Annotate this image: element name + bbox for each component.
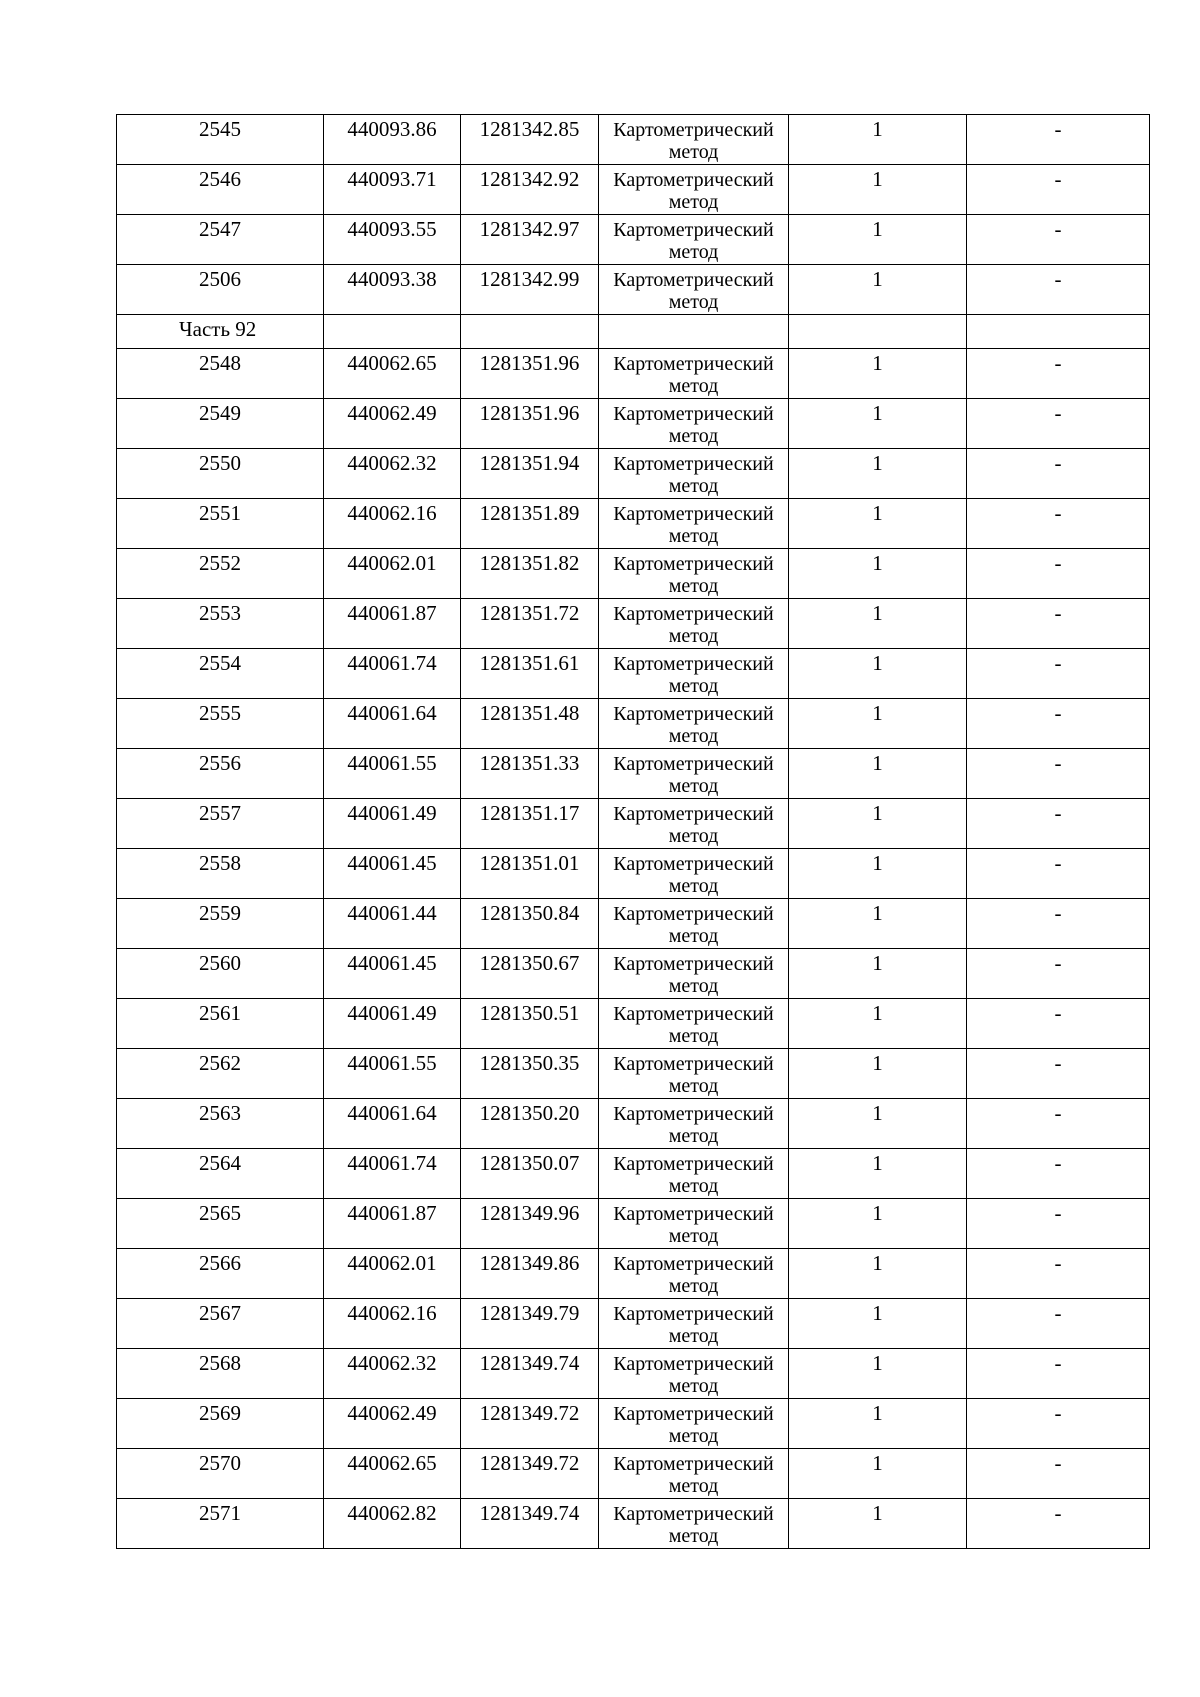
x-coordinate-cell: 440061.44 — [324, 899, 461, 949]
method-line-2: метод — [668, 975, 719, 997]
empty-cell — [967, 315, 1150, 349]
table-row — [117, 1099, 1150, 1149]
point-number-cell: 2569 — [117, 1399, 324, 1449]
method-line-2: метод — [668, 1025, 719, 1047]
note-cell: - — [967, 649, 1150, 699]
point-number-cell: 2559 — [117, 899, 324, 949]
method-line-2: метод — [668, 575, 719, 597]
method-line-1: Картометрический — [613, 753, 774, 775]
method-line-1: Картометрический — [613, 603, 774, 625]
point-number-cell: 2547 — [117, 215, 324, 265]
method-line-1: Картометрический — [613, 269, 774, 291]
method-line-1: Картометрический — [613, 453, 774, 475]
note-cell: - — [967, 849, 1150, 899]
method-line-2: метод — [668, 1275, 719, 1297]
method-line-2: метод — [668, 1175, 719, 1197]
x-coordinate-cell: 440093.71 — [324, 165, 461, 215]
method-line-2: метод — [668, 241, 719, 263]
y-coordinate-cell: 1281342.85 — [461, 115, 599, 165]
note-cell: - — [967, 1499, 1150, 1549]
note-cell: - — [967, 215, 1150, 265]
method-line-2: метод — [668, 525, 719, 547]
note-cell: - — [967, 749, 1150, 799]
y-coordinate-cell: 1281351.61 — [461, 649, 599, 699]
table-row — [117, 1349, 1150, 1399]
method-cell — [599, 1049, 789, 1099]
method-line-1: Картометрический — [613, 1103, 774, 1125]
y-coordinate-cell: 1281351.96 — [461, 349, 599, 399]
y-coordinate-cell: 1281350.07 — [461, 1149, 599, 1199]
method-line-1: Картометрический — [613, 1003, 774, 1025]
note-cell: - — [967, 899, 1150, 949]
table-row — [117, 265, 1150, 315]
note-cell: - — [967, 1349, 1150, 1399]
table-row — [117, 349, 1150, 399]
method-line-2: метод — [668, 1325, 719, 1347]
table-row — [117, 549, 1150, 599]
accuracy-cell: 1 — [789, 999, 967, 1049]
accuracy-cell: 1 — [789, 399, 967, 449]
y-coordinate-cell: 1281351.33 — [461, 749, 599, 799]
accuracy-cell: 1 — [789, 349, 967, 399]
method-cell — [599, 799, 789, 849]
y-coordinate-cell: 1281351.48 — [461, 699, 599, 749]
method-cell — [599, 849, 789, 899]
method-line-1: Картометрический — [613, 1253, 774, 1275]
method-cell — [599, 549, 789, 599]
method-line-1: Картометрический — [613, 903, 774, 925]
x-coordinate-cell: 440061.49 — [324, 799, 461, 849]
x-coordinate-cell: 440062.01 — [324, 549, 461, 599]
method-cell — [599, 649, 789, 699]
x-coordinate-cell: 440061.45 — [324, 949, 461, 999]
x-coordinate-cell: 440062.65 — [324, 349, 461, 399]
table-row — [117, 1199, 1150, 1249]
method-line-1: Картометрический — [613, 953, 774, 975]
method-cell — [599, 1199, 789, 1249]
table-row — [117, 749, 1150, 799]
table-row — [117, 799, 1150, 849]
empty-cell — [461, 315, 599, 349]
method-cell — [599, 349, 789, 399]
note-cell: - — [967, 599, 1150, 649]
table-row — [117, 599, 1150, 649]
method-line-1: Картометрический — [613, 703, 774, 725]
method-line-2: метод — [668, 1425, 719, 1447]
method-cell — [599, 1449, 789, 1499]
accuracy-cell: 1 — [789, 849, 967, 899]
table-row — [117, 999, 1150, 1049]
point-number-cell: 2562 — [117, 1049, 324, 1099]
method-line-2: метод — [668, 1075, 719, 1097]
method-line-2: метод — [668, 725, 719, 747]
point-number-cell: 2546 — [117, 165, 324, 215]
method-cell — [599, 1349, 789, 1399]
x-coordinate-cell: 440062.01 — [324, 1249, 461, 1299]
table-row — [117, 115, 1150, 165]
table-row — [117, 215, 1150, 265]
part-header-row — [117, 315, 1150, 349]
x-coordinate-cell: 440062.82 — [324, 1499, 461, 1549]
accuracy-cell: 1 — [789, 165, 967, 215]
method-cell — [599, 449, 789, 499]
method-cell — [599, 999, 789, 1049]
point-number-cell: 2566 — [117, 1249, 324, 1299]
method-cell — [599, 1399, 789, 1449]
method-cell — [599, 949, 789, 999]
note-cell: - — [967, 165, 1150, 215]
accuracy-cell: 1 — [789, 265, 967, 315]
note-cell: - — [967, 1149, 1150, 1199]
point-number-cell: 2571 — [117, 1499, 324, 1549]
method-line-2: метод — [668, 875, 719, 897]
table-row — [117, 949, 1150, 999]
x-coordinate-cell: 440061.45 — [324, 849, 461, 899]
x-coordinate-cell: 440061.55 — [324, 749, 461, 799]
table-row — [117, 1249, 1150, 1299]
accuracy-cell: 1 — [789, 699, 967, 749]
method-line-2: метод — [668, 1125, 719, 1147]
note-cell: - — [967, 265, 1150, 315]
method-line-1: Картометрический — [613, 1353, 774, 1375]
method-line-2: метод — [668, 625, 719, 647]
point-number-cell: 2557 — [117, 799, 324, 849]
x-coordinate-cell: 440062.49 — [324, 399, 461, 449]
note-cell: - — [967, 1249, 1150, 1299]
method-line-2: метод — [668, 1475, 719, 1497]
method-line-2: метод — [668, 1525, 719, 1547]
method-cell — [599, 1299, 789, 1349]
x-coordinate-cell: 440061.49 — [324, 999, 461, 1049]
accuracy-cell: 1 — [789, 899, 967, 949]
point-number-cell: 2561 — [117, 999, 324, 1049]
y-coordinate-cell: 1281351.94 — [461, 449, 599, 499]
note-cell: - — [967, 1099, 1150, 1149]
note-cell: - — [967, 549, 1150, 599]
point-number-cell: 2567 — [117, 1299, 324, 1349]
method-line-1: Картометрический — [613, 403, 774, 425]
x-coordinate-cell: 440062.49 — [324, 1399, 461, 1449]
accuracy-cell: 1 — [789, 449, 967, 499]
coordinates-table — [116, 114, 1150, 1549]
method-line-2: метод — [668, 191, 719, 213]
x-coordinate-cell: 440093.86 — [324, 115, 461, 165]
method-line-1: Картометрический — [613, 353, 774, 375]
point-number-cell: 2506 — [117, 265, 324, 315]
method-line-1: Картометрический — [613, 1403, 774, 1425]
empty-cell — [789, 315, 967, 349]
method-line-1: Картометрический — [613, 1053, 774, 1075]
part-label: Часть 92 — [117, 315, 324, 349]
method-line-1: Картометрический — [613, 553, 774, 575]
y-coordinate-cell: 1281349.72 — [461, 1449, 599, 1499]
point-number-cell: 2556 — [117, 749, 324, 799]
method-line-2: метод — [668, 775, 719, 797]
accuracy-cell: 1 — [789, 1449, 967, 1499]
method-cell — [599, 165, 789, 215]
accuracy-cell: 1 — [789, 749, 967, 799]
accuracy-cell: 1 — [789, 799, 967, 849]
method-line-1: Картометрический — [613, 653, 774, 675]
method-cell — [599, 265, 789, 315]
point-number-cell: 2558 — [117, 849, 324, 899]
y-coordinate-cell: 1281351.01 — [461, 849, 599, 899]
x-coordinate-cell: 440093.38 — [324, 265, 461, 315]
accuracy-cell: 1 — [789, 1299, 967, 1349]
method-cell — [599, 699, 789, 749]
method-line-2: метод — [668, 1375, 719, 1397]
table-row — [117, 899, 1150, 949]
accuracy-cell: 1 — [789, 1499, 967, 1549]
accuracy-cell: 1 — [789, 499, 967, 549]
method-line-2: метод — [668, 475, 719, 497]
table-row — [117, 1049, 1150, 1099]
note-cell: - — [967, 1049, 1150, 1099]
point-number-cell: 2564 — [117, 1149, 324, 1199]
note-cell: - — [967, 999, 1150, 1049]
x-coordinate-cell: 440093.55 — [324, 215, 461, 265]
table-row — [117, 849, 1150, 899]
method-line-1: Картометрический — [613, 1153, 774, 1175]
accuracy-cell: 1 — [789, 1349, 967, 1399]
point-number-cell: 2570 — [117, 1449, 324, 1499]
method-line-2: метод — [668, 425, 719, 447]
point-number-cell: 2554 — [117, 649, 324, 699]
table-row — [117, 499, 1150, 549]
method-cell — [599, 599, 789, 649]
y-coordinate-cell: 1281349.72 — [461, 1399, 599, 1449]
method-line-1: Картометрический — [613, 853, 774, 875]
x-coordinate-cell: 440062.32 — [324, 1349, 461, 1399]
method-cell — [599, 115, 789, 165]
method-line-1: Картометрический — [613, 1203, 774, 1225]
method-cell — [599, 399, 789, 449]
note-cell: - — [967, 399, 1150, 449]
x-coordinate-cell: 440062.16 — [324, 499, 461, 549]
empty-cell — [324, 315, 461, 349]
x-coordinate-cell: 440061.87 — [324, 1199, 461, 1249]
y-coordinate-cell: 1281349.86 — [461, 1249, 599, 1299]
x-coordinate-cell: 440061.87 — [324, 599, 461, 649]
method-cell — [599, 1149, 789, 1199]
y-coordinate-cell: 1281351.72 — [461, 599, 599, 649]
note-cell: - — [967, 349, 1150, 399]
note-cell: - — [967, 699, 1150, 749]
method-line-1: Картометрический — [613, 219, 774, 241]
y-coordinate-cell: 1281342.97 — [461, 215, 599, 265]
point-number-cell: 2553 — [117, 599, 324, 649]
accuracy-cell: 1 — [789, 649, 967, 699]
y-coordinate-cell: 1281349.74 — [461, 1349, 599, 1399]
method-line-2: метод — [668, 675, 719, 697]
note-cell: - — [967, 1199, 1150, 1249]
point-number-cell: 2549 — [117, 399, 324, 449]
method-cell — [599, 749, 789, 799]
x-coordinate-cell: 440062.32 — [324, 449, 461, 499]
table-row — [117, 1149, 1150, 1199]
table-row — [117, 165, 1150, 215]
accuracy-cell: 1 — [789, 549, 967, 599]
note-cell: - — [967, 1449, 1150, 1499]
method-line-2: метод — [668, 375, 719, 397]
accuracy-cell: 1 — [789, 599, 967, 649]
point-number-cell: 2560 — [117, 949, 324, 999]
y-coordinate-cell: 1281350.67 — [461, 949, 599, 999]
method-line-2: метод — [668, 925, 719, 947]
point-number-cell: 2552 — [117, 549, 324, 599]
x-coordinate-cell: 440061.64 — [324, 699, 461, 749]
accuracy-cell: 1 — [789, 1399, 967, 1449]
note-cell: - — [967, 449, 1150, 499]
y-coordinate-cell: 1281350.35 — [461, 1049, 599, 1099]
accuracy-cell: 1 — [789, 1049, 967, 1099]
method-line-1: Картометрический — [613, 169, 774, 191]
y-coordinate-cell: 1281351.96 — [461, 399, 599, 449]
table-row — [117, 449, 1150, 499]
accuracy-cell: 1 — [789, 1199, 967, 1249]
method-line-1: Картометрический — [613, 1303, 774, 1325]
table-row — [117, 399, 1150, 449]
method-cell — [599, 1099, 789, 1149]
note-cell: - — [967, 499, 1150, 549]
empty-cell — [599, 315, 789, 349]
accuracy-cell: 1 — [789, 1099, 967, 1149]
point-number-cell: 2545 — [117, 115, 324, 165]
y-coordinate-cell: 1281350.51 — [461, 999, 599, 1049]
accuracy-cell: 1 — [789, 949, 967, 999]
method-line-2: метод — [668, 825, 719, 847]
y-coordinate-cell: 1281349.96 — [461, 1199, 599, 1249]
method-line-1: Картометрический — [613, 1453, 774, 1475]
method-line-1: Картометрический — [613, 119, 774, 141]
coordinates-table-body — [117, 115, 1150, 1549]
method-line-2: метод — [668, 141, 719, 163]
y-coordinate-cell: 1281350.20 — [461, 1099, 599, 1149]
point-number-cell: 2568 — [117, 1349, 324, 1399]
y-coordinate-cell: 1281342.99 — [461, 265, 599, 315]
note-cell: - — [967, 1299, 1150, 1349]
accuracy-cell: 1 — [789, 1149, 967, 1199]
table-row — [117, 1299, 1150, 1349]
y-coordinate-cell: 1281350.84 — [461, 899, 599, 949]
x-coordinate-cell: 440061.74 — [324, 1149, 461, 1199]
point-number-cell: 2563 — [117, 1099, 324, 1149]
point-number-cell: 2555 — [117, 699, 324, 749]
method-line-1: Картометрический — [613, 803, 774, 825]
method-line-1: Картометрический — [613, 1503, 774, 1525]
point-number-cell: 2565 — [117, 1199, 324, 1249]
y-coordinate-cell: 1281351.89 — [461, 499, 599, 549]
method-cell — [599, 499, 789, 549]
accuracy-cell: 1 — [789, 215, 967, 265]
y-coordinate-cell: 1281349.74 — [461, 1499, 599, 1549]
table-row — [117, 1399, 1150, 1449]
method-cell — [599, 899, 789, 949]
table-row — [117, 1449, 1150, 1499]
note-cell: - — [967, 799, 1150, 849]
y-coordinate-cell: 1281342.92 — [461, 165, 599, 215]
accuracy-cell: 1 — [789, 115, 967, 165]
y-coordinate-cell: 1281351.17 — [461, 799, 599, 849]
method-line-1: Картометрический — [613, 503, 774, 525]
method-line-2: метод — [668, 291, 719, 313]
point-number-cell: 2550 — [117, 449, 324, 499]
table-row — [117, 1499, 1150, 1549]
y-coordinate-cell: 1281351.82 — [461, 549, 599, 599]
note-cell: - — [967, 1399, 1150, 1449]
method-cell — [599, 1499, 789, 1549]
y-coordinate-cell: 1281349.79 — [461, 1299, 599, 1349]
accuracy-cell: 1 — [789, 1249, 967, 1299]
method-line-2: метод — [668, 1225, 719, 1247]
note-cell: - — [967, 115, 1150, 165]
x-coordinate-cell: 440061.55 — [324, 1049, 461, 1099]
x-coordinate-cell: 440061.74 — [324, 649, 461, 699]
table-row — [117, 699, 1150, 749]
method-cell — [599, 215, 789, 265]
table-row — [117, 649, 1150, 699]
method-cell — [599, 1249, 789, 1299]
x-coordinate-cell: 440062.16 — [324, 1299, 461, 1349]
note-cell: - — [967, 949, 1150, 999]
point-number-cell: 2551 — [117, 499, 324, 549]
x-coordinate-cell: 440061.64 — [324, 1099, 461, 1149]
x-coordinate-cell: 440062.65 — [324, 1449, 461, 1499]
point-number-cell: 2548 — [117, 349, 324, 399]
